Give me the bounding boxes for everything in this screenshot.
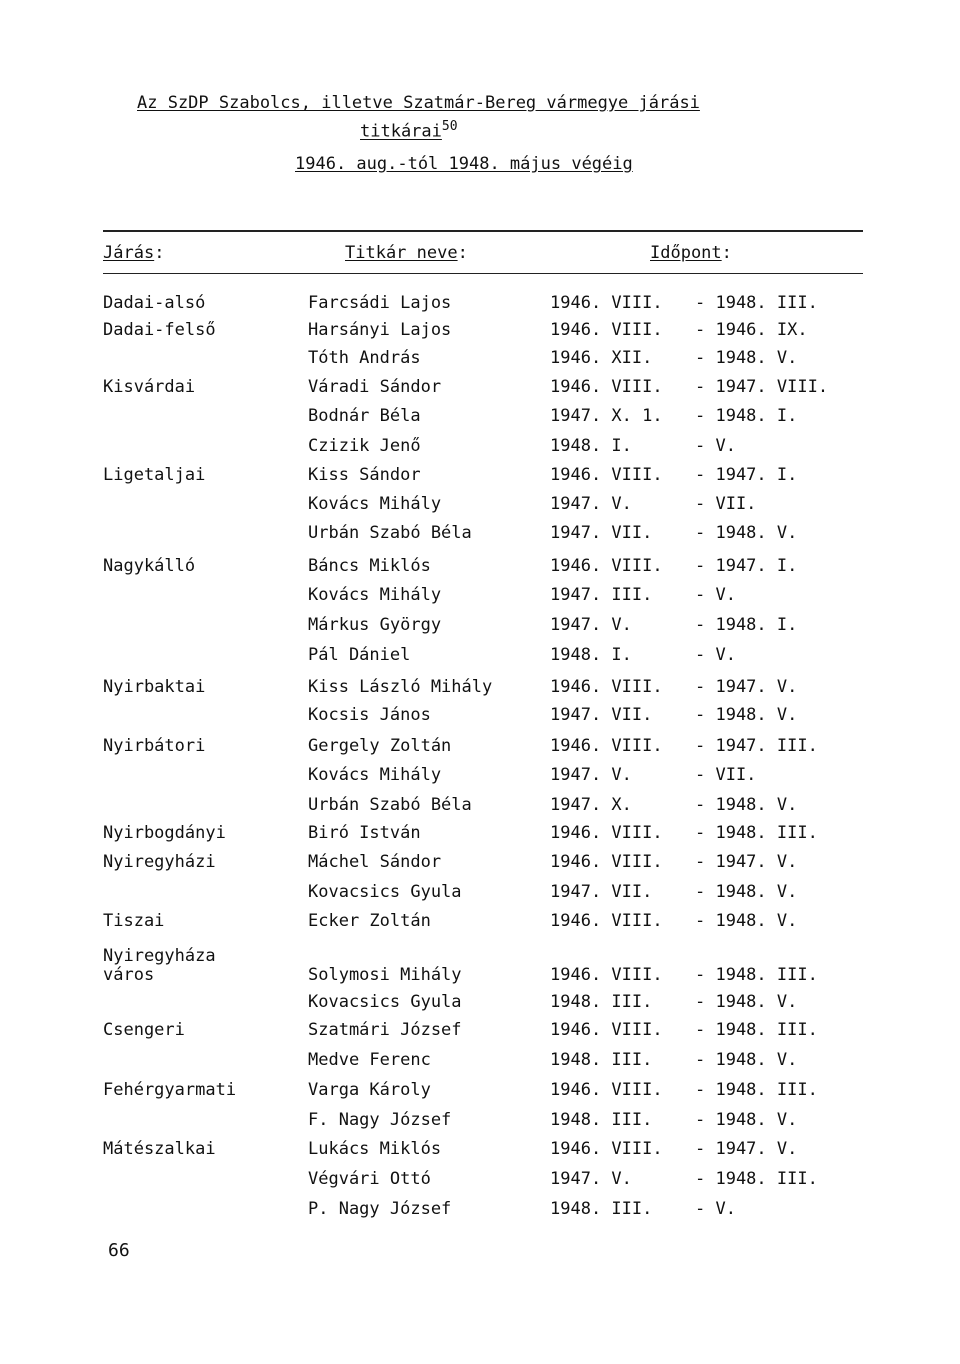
document-title-continued: titkárai$^{50}$ [360, 119, 458, 142]
table-cell-nev: Biró István [308, 823, 421, 843]
table-cell-nev: Gergely Zoltán [308, 736, 452, 756]
table-cell-kezd: 1947. X. [550, 795, 632, 815]
table-cell-kezd: 1946. VIII. [550, 965, 663, 985]
table-cell-veg: - 1948. III. [695, 1020, 818, 1040]
table-cell-veg: - 1948. V. [695, 705, 798, 725]
table-cell-nev: Kovacsics Gyula [308, 882, 462, 902]
table-cell-kezd: 1948. I. [550, 645, 632, 665]
table-cell-veg: - 1948. I. [695, 615, 798, 635]
column-header-jaras: Járás: [103, 243, 165, 263]
table-cell-veg: - 1948. III. [695, 823, 818, 843]
table-cell-kezd: 1946. VIII. [550, 465, 663, 485]
table-cell-veg: - 1948. III. [695, 293, 818, 313]
table-cell-nev: Harsányi Lajos [308, 320, 452, 340]
table-cell-veg: - 1947. V. [695, 677, 798, 697]
table-cell-kezd: 1947. VII. [550, 523, 653, 543]
table-cell-kezd: 1946. VIII. [550, 377, 663, 397]
table-cell-kezd: 1946. XII. [550, 348, 653, 368]
table-cell-nev: Kovács Mihály [308, 585, 442, 605]
table-cell-veg: - 1948. V. [695, 795, 798, 815]
table-cell-kezd: 1947. X. 1. [550, 406, 663, 426]
table-cell-veg: - 1948. V. [695, 1110, 798, 1130]
table-cell-veg: - 1948. V. [695, 523, 798, 543]
table-cell-nev: Kiss Sándor [308, 465, 421, 485]
table-cell-kezd: 1948. III. [550, 1199, 653, 1219]
table-cell-nev: Varga Károly [308, 1080, 431, 1100]
table-cell-veg: - 1947. VIII. [695, 377, 829, 397]
table-cell-nev: Czizik Jenő [308, 436, 421, 456]
table-cell-nev: Végvári Ottó [308, 1169, 431, 1189]
table-cell-veg: - 1948. III. [695, 965, 818, 985]
table-cell-nev: Márkus György [308, 615, 442, 635]
table-cell-veg: - 1948. V. [695, 882, 798, 902]
table-cell-kezd: 1947. VII. [550, 705, 653, 725]
table-cell-kezd: 1948. I. [550, 436, 632, 456]
table-cell-veg: - 1948. III. [695, 1169, 818, 1189]
table-cell-kezd: 1948. III. [550, 992, 653, 1012]
table-cell-jaras: Dadai-alsó [103, 293, 206, 313]
table-cell-veg: - 1947. I. [695, 556, 798, 576]
table-cell-nev: Máchel Sándor [308, 852, 442, 872]
table-cell-nev: Váradi Sándor [308, 377, 442, 397]
table-cell-kezd: 1946. VIII. [550, 823, 663, 843]
table-cell-veg: - 1946. IX. [695, 320, 808, 340]
page-number: 66 [108, 1240, 130, 1261]
table-cell-nev: Kovács Mihály [308, 494, 442, 514]
column-header-idopont: Időpont: [650, 243, 732, 263]
table-cell-jaras: Ligetaljai [103, 465, 206, 485]
table-cell-kezd: 1946. VIII. [550, 677, 663, 697]
table-cell-veg: - 1948. III. [695, 1080, 818, 1100]
table-cell-kezd: 1946. VIII. [550, 911, 663, 931]
table-cell-veg: - VII. [695, 494, 757, 514]
table-cell-kezd: 1946. VIII. [550, 293, 663, 313]
table-cell-jaras: Nyirbátori [103, 736, 206, 756]
table-cell-veg: - 1948. V. [695, 911, 798, 931]
table-cell-nev: Bodnár Béla [308, 406, 421, 426]
table-cell-nev: Kocsis János [308, 705, 431, 725]
table-cell-nev: Szatmári József [308, 1020, 462, 1040]
table-cell-kezd: 1947. VII. [550, 882, 653, 902]
table-cell-nev: Farcsádi Lajos [308, 293, 452, 313]
table-cell-jaras: Tiszai [103, 911, 165, 931]
table-cell-nev: Lukács Miklós [308, 1139, 442, 1159]
table-cell-kezd: 1946. VIII. [550, 852, 663, 872]
table-cell-kezd: 1947. V. [550, 1169, 632, 1189]
table-cell-veg: - V. [695, 645, 736, 665]
table-cell-nev: Ecker Zoltán [308, 911, 431, 931]
table-cell-jaras: Dadai-felső [103, 320, 216, 340]
table-cell-jaras: Nyiregyházi [103, 852, 216, 872]
table-cell-kezd: 1946. VIII. [550, 1020, 663, 1040]
table-cell-nev: Kiss László Mihály [308, 677, 493, 697]
table-cell-kezd: 1948. III. [550, 1110, 653, 1130]
table-cell-veg: - 1947. V. [695, 1139, 798, 1159]
document-title: Az SzDP Szabolcs, illetve Szatmár-Bereg vármegye járási [137, 93, 700, 113]
table-cell-kezd: 1946. VIII. [550, 736, 663, 756]
table-cell-jaras: város [103, 965, 155, 985]
table-cell-kezd: 1947. V. [550, 615, 632, 635]
table-cell-nev: Tóth András [308, 348, 421, 368]
table-cell-nev: Pál Dániel [308, 645, 411, 665]
table-cell-kezd: 1946. VIII. [550, 556, 663, 576]
document-subtitle-period: 1946. aug.-tól 1948. május végéig [295, 154, 633, 174]
table-cell-veg: - 1947. V. [695, 852, 798, 872]
table-cell-veg: - VII. [695, 765, 757, 785]
table-cell-veg: - 1948. I. [695, 406, 798, 426]
table-cell-kezd: 1946. VIII. [550, 1080, 663, 1100]
table-cell-nev: Urbán Szabó Béla [308, 523, 472, 543]
table-cell-veg: - 1948. V. [695, 992, 798, 1012]
table-cell-veg: - 1948. V. [695, 1050, 798, 1070]
table-cell-nev: F. Nagy József [308, 1110, 452, 1130]
footnote-marker: 50 [441, 119, 458, 134]
table-cell-nev: Kovács Mihály [308, 765, 442, 785]
table-cell-veg: - V. [695, 585, 736, 605]
table-cell-veg: - 1947. I. [695, 465, 798, 485]
column-header-titkar: Titkár neve: [345, 243, 468, 263]
table-cell-kezd: 1946. VIII. [550, 1139, 663, 1159]
table-cell-nev: Urbán Szabó Béla [308, 795, 472, 815]
table-cell-veg: - 1947. III. [695, 736, 818, 756]
table-cell-jaras: Nagykálló [103, 556, 196, 576]
table-cell-jaras: Nyiregyháza [103, 946, 216, 966]
table-cell-jaras: Mátészalkai [103, 1139, 216, 1159]
table-cell-kezd: 1947. V. [550, 494, 632, 514]
table-cell-nev: Báncs Miklós [308, 556, 431, 576]
table-cell-jaras: Nyirbaktai [103, 677, 206, 697]
table-cell-nev: P. Nagy József [308, 1199, 452, 1219]
table-cell-kezd: 1947. III. [550, 585, 653, 605]
table-cell-nev: Medve Ferenc [308, 1050, 431, 1070]
table-cell-kezd: 1947. V. [550, 765, 632, 785]
table-cell-kezd: 1946. VIII. [550, 320, 663, 340]
table-cell-kezd: 1948. III. [550, 1050, 653, 1070]
table-cell-veg: - 1948. V. [695, 348, 798, 368]
table-cell-jaras: Csengeri [103, 1020, 185, 1040]
table-cell-nev: Kovacsics Gyula [308, 992, 462, 1012]
table-cell-jaras: Kisvárdai [103, 377, 196, 397]
table-cell-jaras: Fehérgyarmati [103, 1080, 237, 1100]
table-cell-veg: - V. [695, 436, 736, 456]
table-cell-nev: Solymosi Mihály [308, 965, 462, 985]
table-cell-jaras: Nyirbogdányi [103, 823, 226, 843]
table-cell-veg: - V. [695, 1199, 736, 1219]
